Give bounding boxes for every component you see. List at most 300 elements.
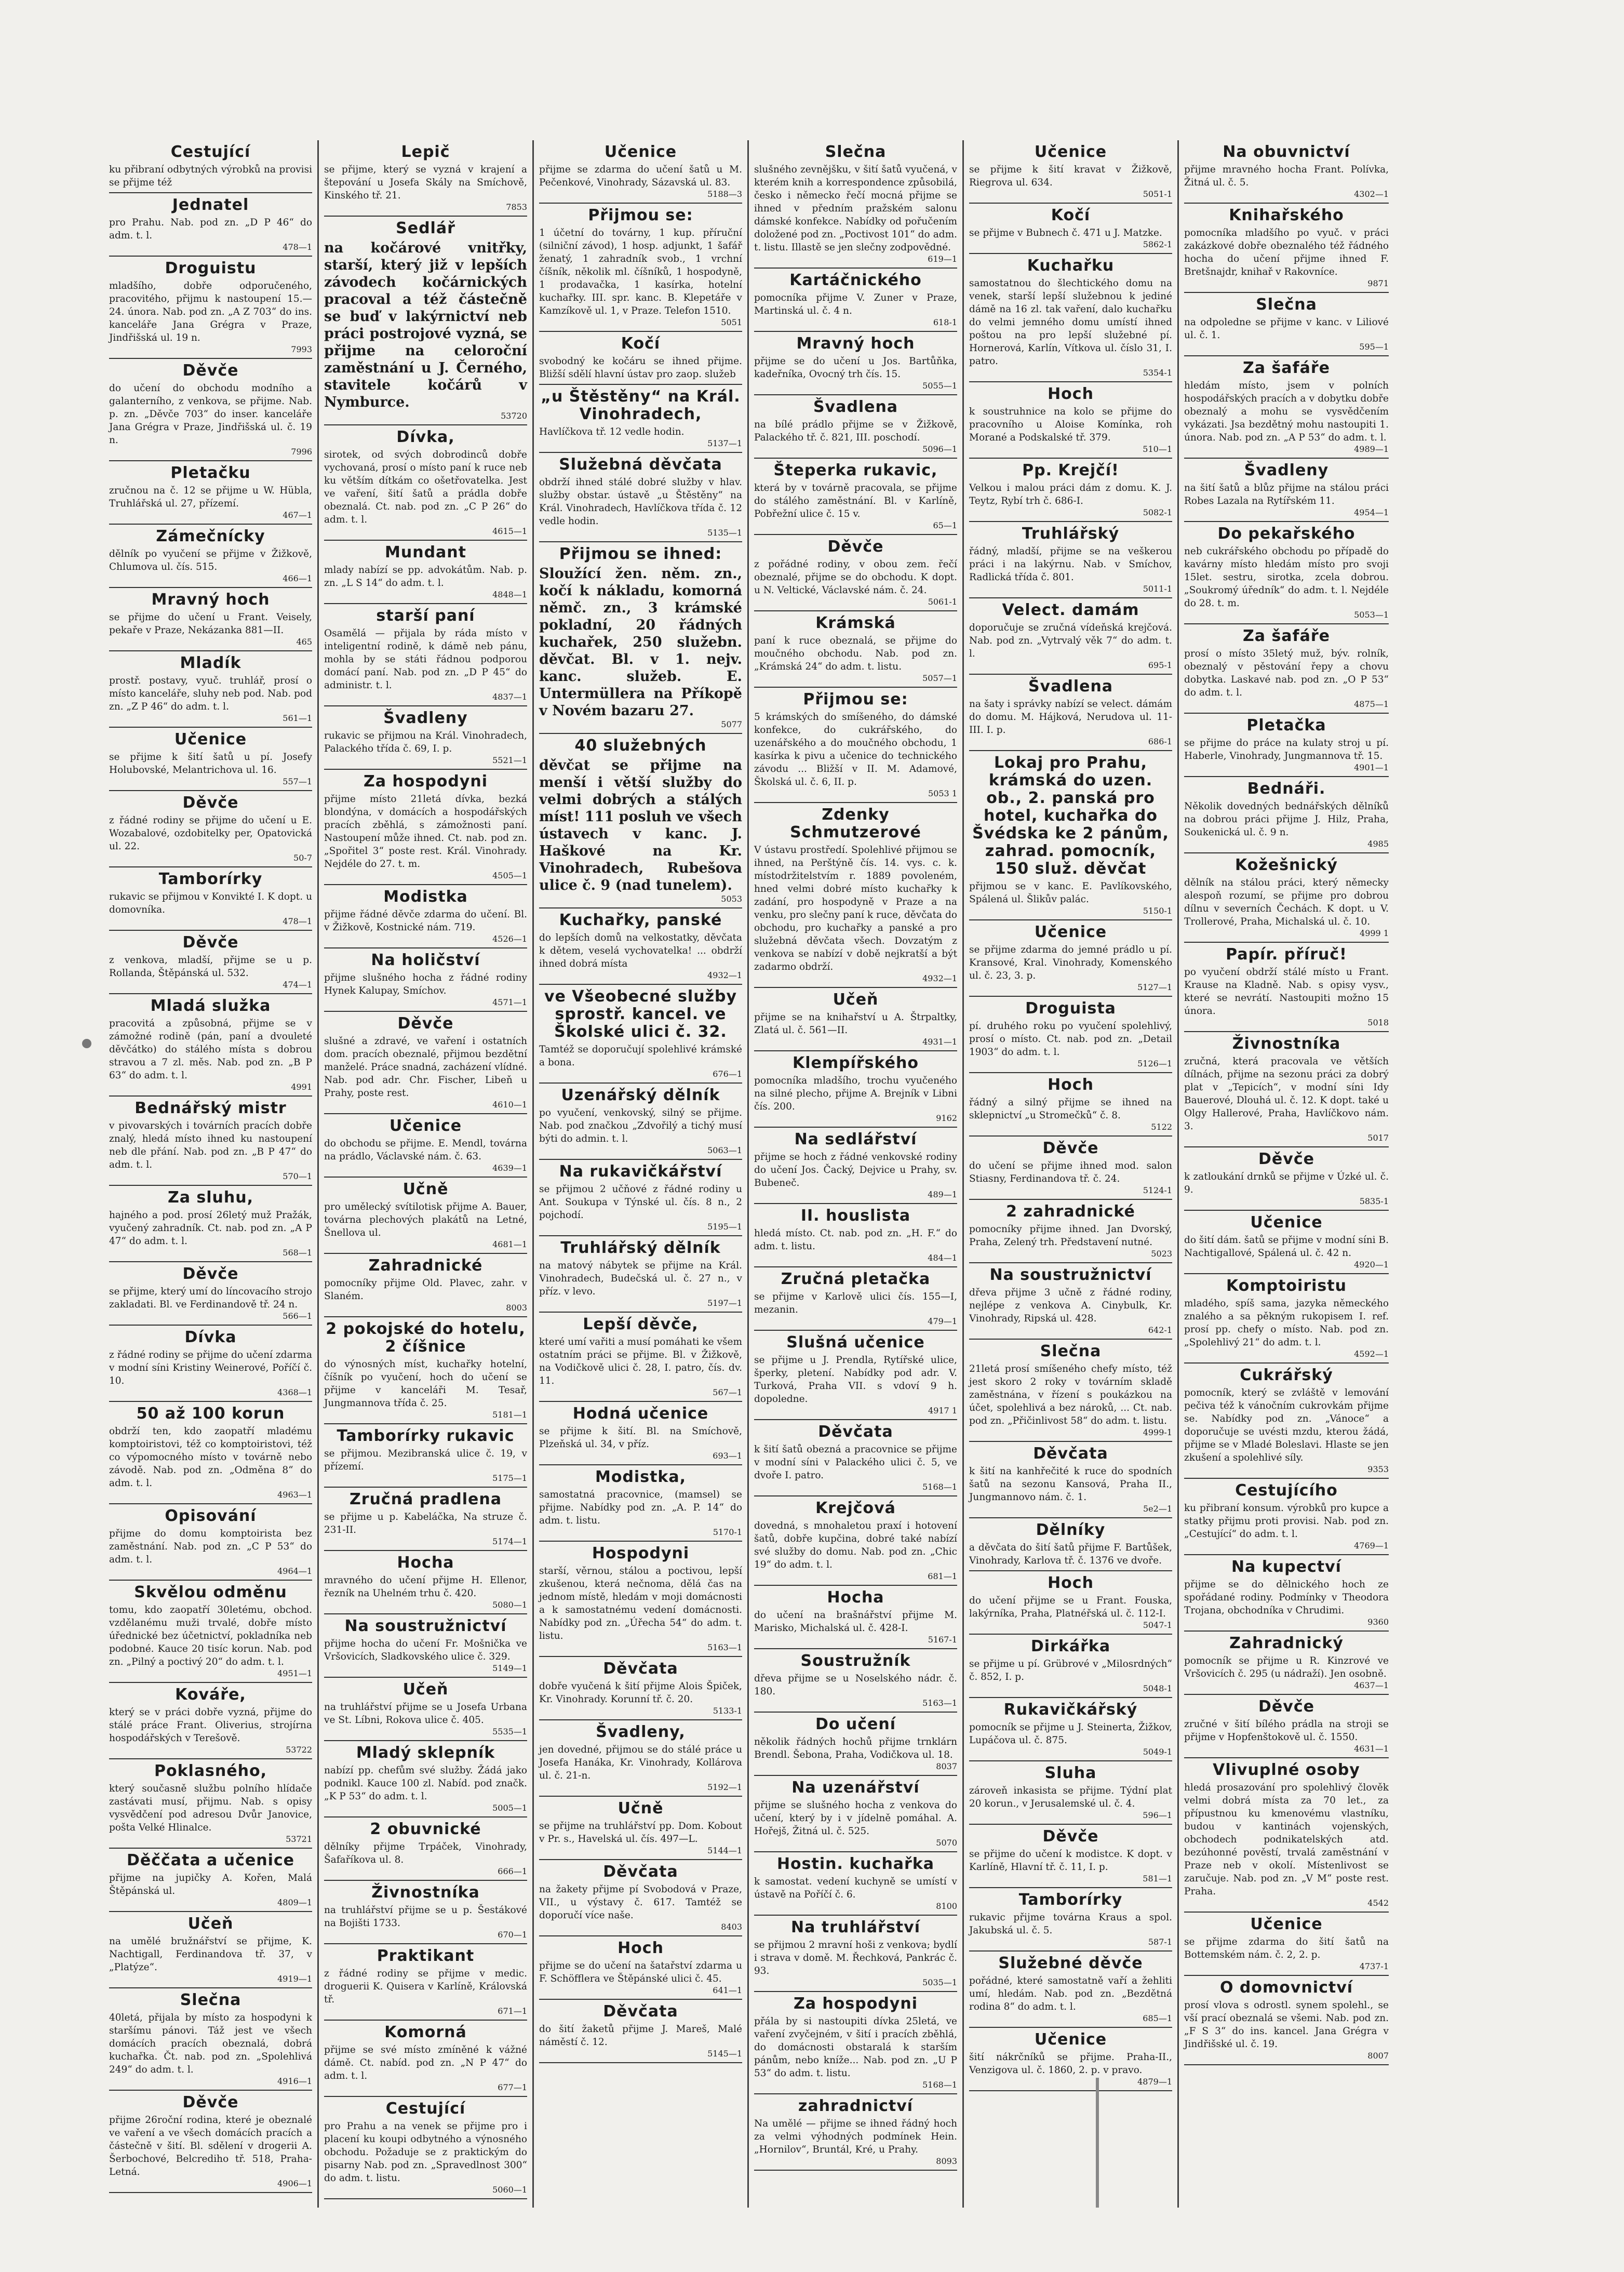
ad-number: 5e2—1 bbox=[1143, 1504, 1172, 1514]
ad-number: 4610—1 bbox=[492, 1100, 527, 1110]
classified-ad bbox=[324, 2021, 527, 2097]
ad-text: prosí o místo 35letý muž, býv. rolník, obeznalý v pěstování řepy a chovu dobytka. Laskavé nab. pod zn. „O P 53“ do adm. t. l. bbox=[1184, 648, 1389, 698]
ad-text: mladšího, dobře odporučeného, pracovitého, přijmu k nastoupení 15.—24. února. Nab. pod zn. „A Z 703“ do ins. kanceláře Jana Grégra v Praze, Jindřišská ul. 19 n. bbox=[109, 280, 312, 343]
ad-text: z řádné rodiny se přijme do učení zdarma v modní síni Kristiny Weinerové, Poříčí č. 10. bbox=[109, 1349, 312, 1386]
ad-text: ku přibraní konsum. výrobků pro kupce a statky přijmu proti provisi. Nab. pod zn. „Cestující“ do adm. t. l. bbox=[1184, 1503, 1389, 1540]
ad-number: 5124-1 bbox=[1143, 1185, 1172, 1195]
classified-ad bbox=[109, 1759, 312, 1849]
ad-text: se přijme k šití kravat v Žižkově, Riegrova ul. 634. bbox=[969, 164, 1172, 188]
ad-text: k šití šatů obezná a pracovnice se přijme v modní síni v Palackého ulici č. 5, ve dvoře I. patro. bbox=[754, 1444, 957, 1481]
classified-ad bbox=[539, 1402, 742, 1465]
classified-ad bbox=[1184, 1211, 1389, 1274]
ad-number: 8093 bbox=[936, 2156, 957, 2166]
ad-number: 4526—1 bbox=[492, 934, 527, 944]
classified-ad bbox=[109, 588, 312, 651]
ad-number: 5149—1 bbox=[492, 1663, 527, 1673]
ad-text: do učení do obchodu modního a galanterního, z venkova, se přijme. Nab. p. zn. „Děvče 703“ do inser. kanceláře Jana Grégra v Praze, Jindřišská ul. č. 19 n. bbox=[109, 383, 312, 446]
classified-ad bbox=[539, 542, 742, 734]
ad-heading: Děvče bbox=[1042, 1827, 1099, 1846]
ad-heading: Cestující bbox=[385, 2100, 466, 2118]
ad-heading: Děvče bbox=[182, 933, 239, 952]
classified-ad bbox=[324, 1317, 527, 1424]
ad-number: 5168—1 bbox=[922, 2080, 957, 2090]
ad-text: k samostat. vedení kuchyně se umístí v ústavě na Poříčí č. 6. bbox=[754, 1876, 957, 1900]
ad-number: 5167-1 bbox=[928, 1635, 957, 1645]
ad-number: 5017 bbox=[1367, 1133, 1389, 1143]
ad-text: na odpoledne se přijme v kanc. v Liliové ul. č. 1. bbox=[1184, 317, 1389, 341]
ad-text: rukavic přijme továrna Kraus a spol. Jakubská ul. č. 5. bbox=[969, 1912, 1172, 1936]
ad-text: šití nákrčníků se přijme. Praha-II., Venzigova ul. č. 1860, 2. p. v pravo. bbox=[969, 2052, 1172, 2076]
ad-number: 5126—1 bbox=[1137, 1059, 1172, 1068]
classified-ad bbox=[1184, 204, 1389, 293]
ad-heading: Živnostníka bbox=[1232, 1035, 1341, 1053]
ad-heading: Sedlář bbox=[396, 219, 455, 237]
ad-text: jen dovedné, přijmou se do stálé práce u Josefa Hanáka, Kr. Vinohrady, Kollárova ul. č. 21-n. bbox=[539, 1744, 742, 1781]
ad-text: se přijme, který umí do líncovacího strojo zakladati. Bl. ve Ferdinandově tř. 24 n. bbox=[109, 1286, 312, 1310]
ad-number: 9871 bbox=[1367, 278, 1389, 288]
classified-ad bbox=[324, 1488, 527, 1551]
ad-text: V ústavu prostředí. Spolehlivé přijmou se ihned, na Perštýně čís. 14. vys. c. k. místodržitelstvím r. 1889 povoleném, hned velmi dobré místo kuchařky k zadání, pro hospodyně v Praze a na venku, pro slečny paní k ruce, děvčata do obchodu, pro kuchařky a panské a pro služebná děvčata všech. Dovzatým z venkova se nabízí v době nejkratší a být zadarmo obdrží. bbox=[754, 845, 957, 972]
classified-ad bbox=[754, 1331, 957, 1420]
ad-number: 479—1 bbox=[928, 1316, 957, 1326]
classified-ad bbox=[109, 1581, 312, 1683]
ad-text: mladého, spíš sama, jazyka německého znalého a sa pěkným rukopisem I. ref. prosí pp. chefy o místo. Nab. pod zn. „Spolehlivý 21“ do adm. t. l. bbox=[1184, 1298, 1389, 1348]
classified-ad bbox=[324, 1614, 527, 1678]
ad-text: která by v továrně pracovala, se přijme do stálého zaměstnání. Bl. v Karlíně, Pobřežní ulice č. 15 v. bbox=[754, 483, 957, 519]
ad-text: přijmou se v kanc. E. Pavlíkovského, Spálená ul. Šlikův palác. bbox=[969, 881, 1172, 905]
ad-heading: Děvče bbox=[1258, 1150, 1314, 1168]
ad-number: 4917 1 bbox=[928, 1406, 957, 1415]
ad-text: se přijme u J. Prendla, Rytířské ulice, šperky, pletení. Nabídky pod adr. V. Turková, Praha VII. s vdoví 9 h. dopoledne. bbox=[754, 1355, 957, 1405]
ad-text: se přijme zdarma do šití šatů na Bottemském nám. č. 2, 2. p. bbox=[1184, 1936, 1389, 1960]
classified-ad bbox=[754, 1649, 957, 1713]
ad-heading: Dělníky bbox=[1036, 1521, 1106, 1539]
ad-text: samostatnou do šlechtického domu na venek, starší lepší služebnou k jediné dámě na 16 zl. tak vaření, dalo kuchařku do velmi jemného domu umístí ihned poštou na pro lepší služebné pí. Hornerová, Karlín, Vítkova ul. číslo 31, I. patro. bbox=[969, 278, 1172, 367]
ad-number: 5122 bbox=[1151, 1122, 1172, 1132]
ad-number: 4681—1 bbox=[492, 1239, 527, 1249]
ad-heading: Učně bbox=[618, 1799, 664, 1817]
classified-ad bbox=[754, 1128, 957, 1204]
ad-number: 4932—1 bbox=[707, 970, 742, 980]
ad-number: 681—1 bbox=[928, 1571, 957, 1581]
classified-ad bbox=[754, 1204, 957, 1267]
ad-text: se přijme na truhlářství pp. Dom. Kobout v Pr. s., Havelská ul. čís. 497—L. bbox=[539, 1821, 742, 1845]
classified-ad bbox=[754, 269, 957, 332]
ad-text: přijme do domu komptoirista bez zaměstnání. Nab. pod zn. „C P 53“ do adm. t. l. bbox=[109, 1528, 312, 1565]
ad-heading: Učeň bbox=[402, 1680, 449, 1699]
classified-ad bbox=[109, 931, 312, 994]
classified-ad bbox=[1184, 140, 1389, 204]
ad-text: dřeva přijme 3 učně z řádné rodiny, nejlépe z venkova A. Cinybulk, Kr. Vinohrady, Ripská ul. 428. bbox=[969, 1287, 1172, 1324]
ad-number: 642-1 bbox=[1148, 1325, 1172, 1335]
ad-heading: Na uzenářství bbox=[791, 1779, 920, 1797]
column-1 bbox=[104, 140, 319, 2208]
ad-heading: Uzenářský dělník bbox=[561, 1086, 720, 1104]
classified-ad bbox=[1184, 1695, 1389, 1758]
ad-text: pomocníky přijme ihned. Jan Dvorský, Praha, Zelený trh. Představení nutné. bbox=[969, 1224, 1172, 1248]
classified-ad bbox=[754, 395, 957, 459]
ad-number: 9353 bbox=[1367, 1464, 1389, 1474]
ad-text: hledá místo. Ct. nab. pod zn. „H. F.“ do adm. t. listu. bbox=[754, 1228, 957, 1252]
ad-text: Osamělá — přijala by ráda místo v inteligentní rodině, k dámě neb pánu, mohla by se státi řádnou podporou domácí paní. Nab. pod zn. „D P 45“ do administr. t. l. bbox=[324, 628, 527, 691]
classified-ad bbox=[324, 1551, 527, 1614]
classified-ad bbox=[1184, 853, 1389, 943]
ad-heading: Slušná učenice bbox=[786, 1333, 925, 1352]
ad-heading: Slečna bbox=[180, 1991, 241, 2009]
classified-ad bbox=[1184, 624, 1389, 714]
classified-ad bbox=[969, 459, 1172, 522]
ad-number: 5049-1 bbox=[1143, 1747, 1172, 1757]
classified-ad bbox=[109, 1683, 312, 1759]
ad-number: 4919—1 bbox=[277, 1974, 312, 1984]
ad-text: ku přibraní odbytných výrobků na provisi se přijme též bbox=[109, 164, 312, 188]
ad-heading: Hocha bbox=[827, 1588, 884, 1607]
ad-text: se přijme do učení k modistce. K dopt. v Karlíně, Hlavní tř. č. 11, I. p. bbox=[969, 1849, 1172, 1873]
classified-ad bbox=[324, 1114, 527, 1178]
ad-number: 568—1 bbox=[283, 1248, 312, 1258]
ad-number: 4989—1 bbox=[1354, 444, 1389, 454]
ad-heading: Mladá služka bbox=[150, 997, 271, 1015]
classified-ad bbox=[1184, 459, 1389, 522]
classified-ad bbox=[969, 1442, 1172, 1518]
ad-number: 5133-1 bbox=[713, 1706, 742, 1716]
ad-heading: Bednářský mistr bbox=[135, 1099, 287, 1117]
ad-text: přijme slušného hocha z řádné rodiny Hynek Kalupay, Smíchov. bbox=[324, 972, 527, 996]
classified-ad bbox=[324, 2097, 527, 2199]
ad-text: na truhlářství přijme se u Josefa Urbana ve St. Líbni, Rokova ulice č. 405. bbox=[324, 1702, 527, 1726]
ad-heading: Lepič bbox=[401, 143, 450, 161]
ad-text: děvčat se přijme na menší i větší služby do velmi dobrých a stálých míst! 111 posluh ve všech ústavech v kanc. J. Haškové na Kr. Vinohradech, Rubešova ulice č. 9 (nad tunelem). bbox=[539, 757, 742, 893]
classified-ad bbox=[109, 359, 312, 461]
ad-text: na šaty i správky nabízí se velect. dámám do domu. M. Hájková, Nerudova ul. 11-III. I. p. bbox=[969, 699, 1172, 736]
ad-number: 5055—1 bbox=[922, 381, 957, 391]
ad-heading: Droguista bbox=[1025, 999, 1116, 1018]
ad-number: 5080—1 bbox=[492, 1600, 527, 1610]
classified-ad bbox=[754, 1916, 957, 1992]
classified-ad bbox=[754, 535, 957, 611]
ad-heading: Učenice bbox=[1034, 923, 1107, 941]
ad-heading: Hoch bbox=[1048, 1076, 1094, 1094]
ad-number: 4809—1 bbox=[277, 1897, 312, 1907]
ad-number: 8100 bbox=[936, 1901, 957, 1911]
classified-ad bbox=[754, 803, 957, 988]
column-3 bbox=[534, 140, 749, 2208]
classified-ad bbox=[109, 1326, 312, 1402]
ad-heading: Na obuvnictví bbox=[1223, 143, 1350, 161]
ad-text: přijme se na knihařství u A. Štrpaltky, Zlatá ul. č. 561—II. bbox=[754, 1012, 957, 1036]
classified-ad bbox=[969, 1698, 1172, 1761]
classified-ad bbox=[539, 1084, 742, 1160]
ad-heading: Kočí bbox=[1051, 206, 1091, 224]
column-2 bbox=[319, 140, 534, 2208]
ad-number: 4737-1 bbox=[1359, 1961, 1389, 1971]
ad-text: se přijme k šití šatů u pí. Josefy Holubovské, Melantrichova ul. 16. bbox=[109, 752, 312, 776]
ad-number: 5192—1 bbox=[707, 1782, 742, 1792]
ad-text: na bílé prádlo přijme se v Žižkově, Palackého tř. č. 821, III. poschodí. bbox=[754, 419, 957, 443]
column-6 bbox=[1179, 140, 1394, 2208]
ad-number: 5354-1 bbox=[1143, 368, 1172, 378]
ad-number: 5060—1 bbox=[492, 2185, 527, 2195]
ad-text: pomocníka mladšího, trochu vyučeného na silné plecho, přijme A. Brejník v Libni čís. 200. bbox=[754, 1075, 957, 1112]
ad-text: mravného do učení přijme H. Ellenor, řezník na Uhelném trhu č. 420. bbox=[324, 1575, 527, 1599]
classified-ad bbox=[324, 1678, 527, 1741]
ad-heading: Kuchařky, panské bbox=[559, 911, 722, 929]
ad-text: se přijme, který se vyzná v krajení a štepování u Josefa Skály na Smíchově, Kinského tř. 21. bbox=[324, 164, 527, 201]
ad-number: 4302—1 bbox=[1354, 189, 1389, 199]
ad-text: do šití dám. šatů se přijme v modní síni B. Nachtigallové, Spálená ul. č. 42 n. bbox=[1184, 1235, 1389, 1259]
ad-heading: Do pekařského bbox=[1217, 525, 1355, 543]
ad-heading: Děvčata bbox=[603, 2002, 678, 2021]
ad-text: který současně službu polního hlídače zastávati musí, přijmu. Nab. s opisy vysvědčení pod adresou Dvůr Janovice, pošta Velké Hlinalce. bbox=[109, 1783, 312, 1833]
column-4 bbox=[749, 140, 964, 2208]
ad-text: pomocník se přijme u J. Steinerta, Žižkov, Lupáčova ul. č. 875. bbox=[969, 1722, 1172, 1746]
ad-heading: Hoch bbox=[1048, 1574, 1094, 1592]
ad-number: 685—1 bbox=[1143, 2013, 1172, 2023]
ad-number: 467—1 bbox=[283, 510, 312, 520]
ad-heading: Kuchařku bbox=[1027, 257, 1115, 275]
ad-text: které umí vařiti a musí pomáhati ke všem ostatním práci se přijme. Bl. v Žižkově, na Vodičkově ulici č. 28, I. patro, čís. dv. 11. bbox=[539, 1337, 742, 1386]
ad-text: zároveň inkasista se přijme. Týdní plat 20 korun., v Jerusalemské ul. č. 4. bbox=[969, 1785, 1172, 1809]
ad-heading: Děvče bbox=[827, 538, 884, 556]
classified-ad bbox=[1184, 714, 1389, 777]
ad-text: přijme hocha do učení Fr. Mošnička ve Vršovicích, Sladkovského ulice č. 329. bbox=[324, 1638, 527, 1662]
ad-text: svobodný ke kočáru se ihned přijme. Bližší sdělí hlavní ústav pro zaop. služeb bbox=[539, 356, 742, 380]
classified-ad bbox=[109, 525, 312, 588]
classified-ad bbox=[324, 1012, 527, 1114]
ad-heading: Děvče bbox=[182, 794, 239, 812]
ad-heading: Zručná pradlena bbox=[350, 1490, 502, 1508]
classified-ad bbox=[969, 2028, 1172, 2091]
ad-heading: Hocha bbox=[397, 1554, 454, 1572]
ad-number: 5023 bbox=[1151, 1249, 1172, 1259]
ad-number: 53721 bbox=[286, 1834, 312, 1844]
ad-number: 5061-1 bbox=[928, 597, 957, 607]
ad-number: 5835-1 bbox=[1359, 1196, 1389, 1206]
ad-text: Tamtéž se doporučují spolehlivé krámské a bona. bbox=[539, 1044, 742, 1068]
ad-number: 478—1 bbox=[283, 242, 312, 252]
ad-heading: Krejčová bbox=[815, 1499, 896, 1517]
ad-text: se přijmou 2 učňové z řádné rodiny u Ant. Soukupa v Týnské ul. čís. 8 n., 2 pojchodí. bbox=[539, 1184, 742, 1221]
classified-ad bbox=[754, 1992, 957, 2094]
ad-number: 5047-1 bbox=[1143, 1620, 1172, 1630]
ad-text: dělník po vyučení se přijme v Žižkově, Chlumova ul. čís. 515. bbox=[109, 549, 312, 572]
ad-text: řádný a silný přijme se ihned na sklepnictví „u Stromečků“ č. 8. bbox=[969, 1097, 1172, 1121]
ad-number: 4848—1 bbox=[492, 590, 527, 599]
ad-number: 686-1 bbox=[1148, 737, 1172, 746]
ad-text: do učení na brašnářství přijme M. Marisko, Michalská ul. č. 428-I. bbox=[754, 1610, 957, 1634]
ad-text: přijme řádné děvče zdarma do učení. Bl. v Žižkově, Kostnické nám. 719. bbox=[324, 909, 527, 933]
classified-ad bbox=[539, 140, 742, 204]
ad-text: dělník na stálou práci, který německy alespoň rozumí, se přijme pro dobrou dílnu v severních Čechách. K dopt. u V. Trollerové, Praha, Michalská ul. č. 10. bbox=[1184, 877, 1389, 927]
classified-ad bbox=[539, 734, 742, 908]
classified-ad bbox=[324, 1178, 527, 1254]
ad-text: přijme se hoch z řádné venkovské rodiny do učení Jos. Čacký, Dejvice u Prahy, sv. Bubeneč. bbox=[754, 1152, 957, 1188]
classified-ad bbox=[1184, 1032, 1389, 1147]
classified-ad bbox=[754, 1776, 957, 1852]
classified-ad bbox=[539, 332, 742, 385]
ad-number: 4637—1 bbox=[1354, 1680, 1389, 1690]
ad-heading: 50 až 100 korun bbox=[136, 1405, 285, 1423]
classified-ad bbox=[109, 1262, 312, 1326]
ad-number: 5082-1 bbox=[1143, 507, 1172, 517]
classified-ad bbox=[969, 598, 1172, 675]
ad-number: 5127—1 bbox=[1137, 982, 1172, 992]
ad-number: 581—1 bbox=[1143, 1874, 1172, 1883]
ad-text: pí. druhého roku po vyučení spolehlivý, prosí o místo. Ct. nab. pod zn. „Detail 1903“ do adm. t. l. bbox=[969, 1021, 1172, 1058]
ad-number: 641—1 bbox=[713, 1985, 742, 1995]
ad-text: slušné a zdravé, ve vaření i ostatních dom. pracích obeznalé, přijmou bezdětní manželé. Práce snadná, zacházení vlídné. Nab. pod adr. Chr. Fischer, Libeň u Prahy, poste rest. bbox=[324, 1036, 527, 1099]
ad-text: pomocník, který se zvláště v lemování pečiva též k vánočním cukrovkám přijme se. Nabídky pod zn. „Vánoce“ a doporučuje se uvésti mzdu, kterou žádá, přijme se v Mladé Boleslavi. Hlaste se jen zkušení a spolehlivé síly. bbox=[1184, 1387, 1389, 1463]
ad-heading: Cukrářský bbox=[1240, 1366, 1333, 1384]
ad-heading: Děččata a učenice bbox=[126, 1851, 295, 1869]
ad-number: 7993 bbox=[291, 344, 312, 354]
ad-heading: Za sluhu, bbox=[167, 1188, 254, 1207]
ad-text: obdrží ten, kdo zaopatří mladému komptoiristovi, též co komptoiristovi, též co výpomocného místo v továrně nebo závodě. Nab. pod zn. „Odměna 8“ do adm. t. l. bbox=[109, 1426, 312, 1489]
ad-text: přijme na jupičky A. Kořen, Malá Štěpánská ul. bbox=[109, 1873, 312, 1896]
classified-ad bbox=[109, 867, 312, 931]
classified-ad bbox=[324, 1424, 527, 1488]
classified-ad bbox=[1184, 1758, 1389, 1913]
classified-ad bbox=[109, 1504, 312, 1581]
ad-number: 5011-1 bbox=[1143, 584, 1172, 594]
ad-text: pro umělecký svítilotisk přijme A. Bauer, továrna plechových plakátů na Letné, Šnellova ul. bbox=[324, 1201, 527, 1238]
classified-ad bbox=[539, 1936, 742, 2000]
ad-heading: Knihařského bbox=[1229, 206, 1344, 224]
classified-ad bbox=[109, 257, 312, 359]
classified-ad bbox=[1184, 1364, 1389, 1479]
classified-ad bbox=[324, 604, 527, 706]
ad-number: 4985 bbox=[1367, 839, 1389, 849]
classified-ad bbox=[754, 1267, 957, 1331]
ad-text: 1 účetní do továrny, 1 kup. příruční (silniční závod), 1 hosp. adjunkt, 1 šafář ženatý, 1 zahradník svob., 1 vrchní číšník, několik ml. číšníků, 1 hospodyně, 1 prodavačka, 1 kasírka, hotelní kuchařky. III. spr. kanc. B. Klepetáře v Kamzíkově ul. 1, v Praze. Telefon 1510. bbox=[539, 228, 742, 316]
ad-heading: Lepší děvče, bbox=[583, 1315, 699, 1333]
classified-ad bbox=[539, 908, 742, 985]
ad-number: 4931—1 bbox=[922, 1037, 957, 1047]
ad-text: přijme se do učení u Jos. Bartůňka, kadeřníka, Ovocný trh čís. 15. bbox=[754, 356, 957, 380]
classified-ad bbox=[324, 1254, 527, 1317]
ad-text: který se v práci dobře vyzná, přijme do stálé práce Frant. Oliverius, strojírna hospodářských v Terešově. bbox=[109, 1707, 312, 1744]
ad-text: hledám místo, jsem v polních hospodářských pracích a v dobytku dobře obeznalý a mohu se vysvědčením vykázati. Jsa bezdětný mohu nastoupiti 1. února. Nab. pod zn. „A P 53“ do adm. t. l. bbox=[1184, 380, 1389, 443]
classified-ad bbox=[539, 1160, 742, 1236]
ad-heading: Učenice bbox=[174, 730, 247, 749]
classified-ad bbox=[1184, 1479, 1389, 1555]
classified-ad bbox=[109, 461, 312, 525]
classified-ad bbox=[969, 140, 1172, 204]
classified-ad bbox=[754, 1051, 957, 1128]
ad-heading: Pletačku bbox=[170, 464, 251, 482]
ad-heading: Přijmou se ihned: bbox=[559, 545, 722, 563]
ad-text: pro Prahu. Nab. pod zn. „D P 46“ do adm. t. l. bbox=[109, 217, 312, 241]
ad-heading: Na soustružnictví bbox=[344, 1617, 507, 1635]
ad-heading: Učně bbox=[402, 1180, 449, 1198]
ad-text: se přijmou 2 mravní hoši z venkova; bydlí i strava v domě. M. Řechková, Pankrác č. 93. bbox=[754, 1940, 957, 1976]
classified-ad bbox=[324, 541, 527, 604]
ad-heading: Tamborírky bbox=[158, 870, 263, 888]
ad-number: 4963—1 bbox=[277, 1490, 312, 1500]
ad-heading: Skvělou odměnu bbox=[134, 1583, 287, 1601]
ad-heading: Děvčata bbox=[603, 1863, 678, 1881]
ad-text: z řádné rodiny se přijme v medic. droguerii K. Quisera v Karlíně, Královská tř. bbox=[324, 1968, 527, 2005]
ad-number: 4875—1 bbox=[1354, 699, 1389, 709]
ad-number: 5170-1 bbox=[713, 1527, 742, 1537]
ad-number: 5137—1 bbox=[707, 438, 742, 448]
ad-heading: Komptoiristu bbox=[1226, 1277, 1347, 1295]
classified-ad bbox=[324, 1817, 527, 1881]
ad-heading: Na kupectví bbox=[1231, 1558, 1341, 1576]
classified-ad bbox=[1184, 943, 1389, 1032]
ad-heading: Modistka bbox=[383, 888, 468, 906]
classified-ad bbox=[109, 1186, 312, 1262]
page-crease bbox=[1096, 2078, 1099, 2208]
classified-ad bbox=[1184, 293, 1389, 356]
ad-number: 695-1 bbox=[1148, 660, 1172, 670]
ad-heading: Děvčata bbox=[1033, 1445, 1108, 1463]
ad-heading: Slečna bbox=[825, 143, 887, 161]
ad-heading: Na rukavičkářství bbox=[559, 1162, 722, 1181]
classified-ad bbox=[539, 1465, 742, 1542]
ad-text: z řádné rodiny se přijme do učení u E. Wozabalové, ozdobitelky per, Opatovická ul. 22. bbox=[109, 815, 312, 852]
classified-ad bbox=[1184, 356, 1389, 459]
ad-number: 5051-1 bbox=[1143, 189, 1172, 199]
ad-text: Několik dovedných bednářských dělníků na dobrou práci přijme J. Hilz, Praha, Soukenická ul. č. 9 n. bbox=[1184, 801, 1389, 838]
classified-ad bbox=[539, 385, 742, 453]
classified-ad bbox=[539, 1313, 742, 1402]
classified-ad bbox=[1184, 1632, 1389, 1695]
ad-number: 510—1 bbox=[1143, 444, 1172, 454]
classified-ad bbox=[969, 254, 1172, 382]
ad-number: 595—1 bbox=[1359, 342, 1389, 352]
ad-text: mlady nabízí se pp. advokátům. Nab. p. zn. „L S 14“ do adm. t. l. bbox=[324, 565, 527, 589]
ad-number: 4505—1 bbox=[492, 871, 527, 880]
ad-number: 4916—1 bbox=[277, 2076, 312, 2086]
ad-number: 5521—1 bbox=[492, 755, 527, 765]
classified-ad bbox=[109, 1912, 312, 1988]
ad-text: na umělé bružnářství se přijme, K. Nachtigall, Ferdinandova tř. 37, v „Platýze“. bbox=[109, 1936, 312, 1973]
ad-heading: Na truhlářství bbox=[790, 1918, 920, 1936]
ad-heading: Poklasného, bbox=[154, 1762, 267, 1780]
ad-text: Sloužící žen. něm. zn., kočí k nákladu, komorná němč. zn., 3 krámské pokladní, 20 řádných kuchařek, 250 služebn. děvčat. Bl. v 1. nejv. kanc. služeb. E. Untermüllera na Příkopě v Novém bazaru 27. bbox=[539, 566, 742, 719]
ad-text: po vyučení, venkovský, silný se přijme. Nab. pod značkou „Zdvořilý a tichý musí býti do admin. t. l. bbox=[539, 1107, 742, 1144]
ad-heading: Děvče bbox=[1258, 1698, 1314, 1716]
ad-text: starší, věrnou, stálou a poctivou, lepší zkušenou, která nečnoma, dělá čas na jednom místě, hledám v moji domácnosti a k samostatnému vedení domácnosti. Nabídky pod zn. „Úřecha 54“ do adm. t. listu. bbox=[539, 1566, 742, 1641]
classified-ad bbox=[109, 193, 312, 257]
ad-heading: Dívka bbox=[184, 1328, 237, 1346]
ad-text: k šití na kanhřečité k ruce do spodních šatů na sezonu Kansová, Praha II., Jungmannovo nám. č. 1. bbox=[969, 1466, 1172, 1503]
ad-text: Velkou i malou práci dám z domu. K. J. Teytz, Rybí trh č. 686-I. bbox=[969, 483, 1172, 506]
classified-ad bbox=[324, 706, 527, 770]
ad-heading: Děvče bbox=[182, 2093, 239, 2111]
ad-text: se přijme u pí. Grübrové v „Milosrdných“ č. 852, I. p. bbox=[969, 1659, 1172, 1682]
ad-number: 5163—1 bbox=[922, 1698, 957, 1708]
ad-text: k zatloukání drnků se přijme v Úzké ul. č. 9. bbox=[1184, 1171, 1389, 1195]
ad-heading: Učenice bbox=[1034, 2030, 1107, 2049]
column-5 bbox=[964, 140, 1179, 2208]
ad-heading: Učeň bbox=[187, 1915, 234, 1933]
ad-number: 5195—1 bbox=[707, 1222, 742, 1232]
ad-heading: Bednáři. bbox=[1247, 780, 1326, 798]
ad-text: dřeva přijme se u Noselského nádr. č. 180. bbox=[754, 1673, 957, 1697]
ad-text: 21letá prosí smíšeného chefy místo, též jest skoro 2 roky v továrním skladě zaměstnána, v řízení s poukázkou na účet, spolehlivá a bez nároků, ... Ct. nab. pod zn. „Přičinlivost 58“ do adm. t. listu. bbox=[969, 1364, 1172, 1426]
ad-text: Havlíčkova tř. 12 vedle hodin. bbox=[539, 426, 685, 437]
ad-number: 670—1 bbox=[498, 1930, 527, 1940]
ad-number: 4951—1 bbox=[277, 1668, 312, 1678]
classified-ad bbox=[109, 728, 312, 791]
ad-heading: Na holičství bbox=[371, 951, 480, 969]
ad-number: 561—1 bbox=[283, 713, 312, 723]
ad-text: se přijme do učení u Frant. Veisely, pekaře v Praze, Nekázanka 881—II. bbox=[109, 612, 312, 636]
ad-text: rukavic se přijmou na Král. Vinohradech, Palackého třída č. 69, I. p. bbox=[324, 730, 527, 754]
classified-ad bbox=[109, 140, 312, 193]
